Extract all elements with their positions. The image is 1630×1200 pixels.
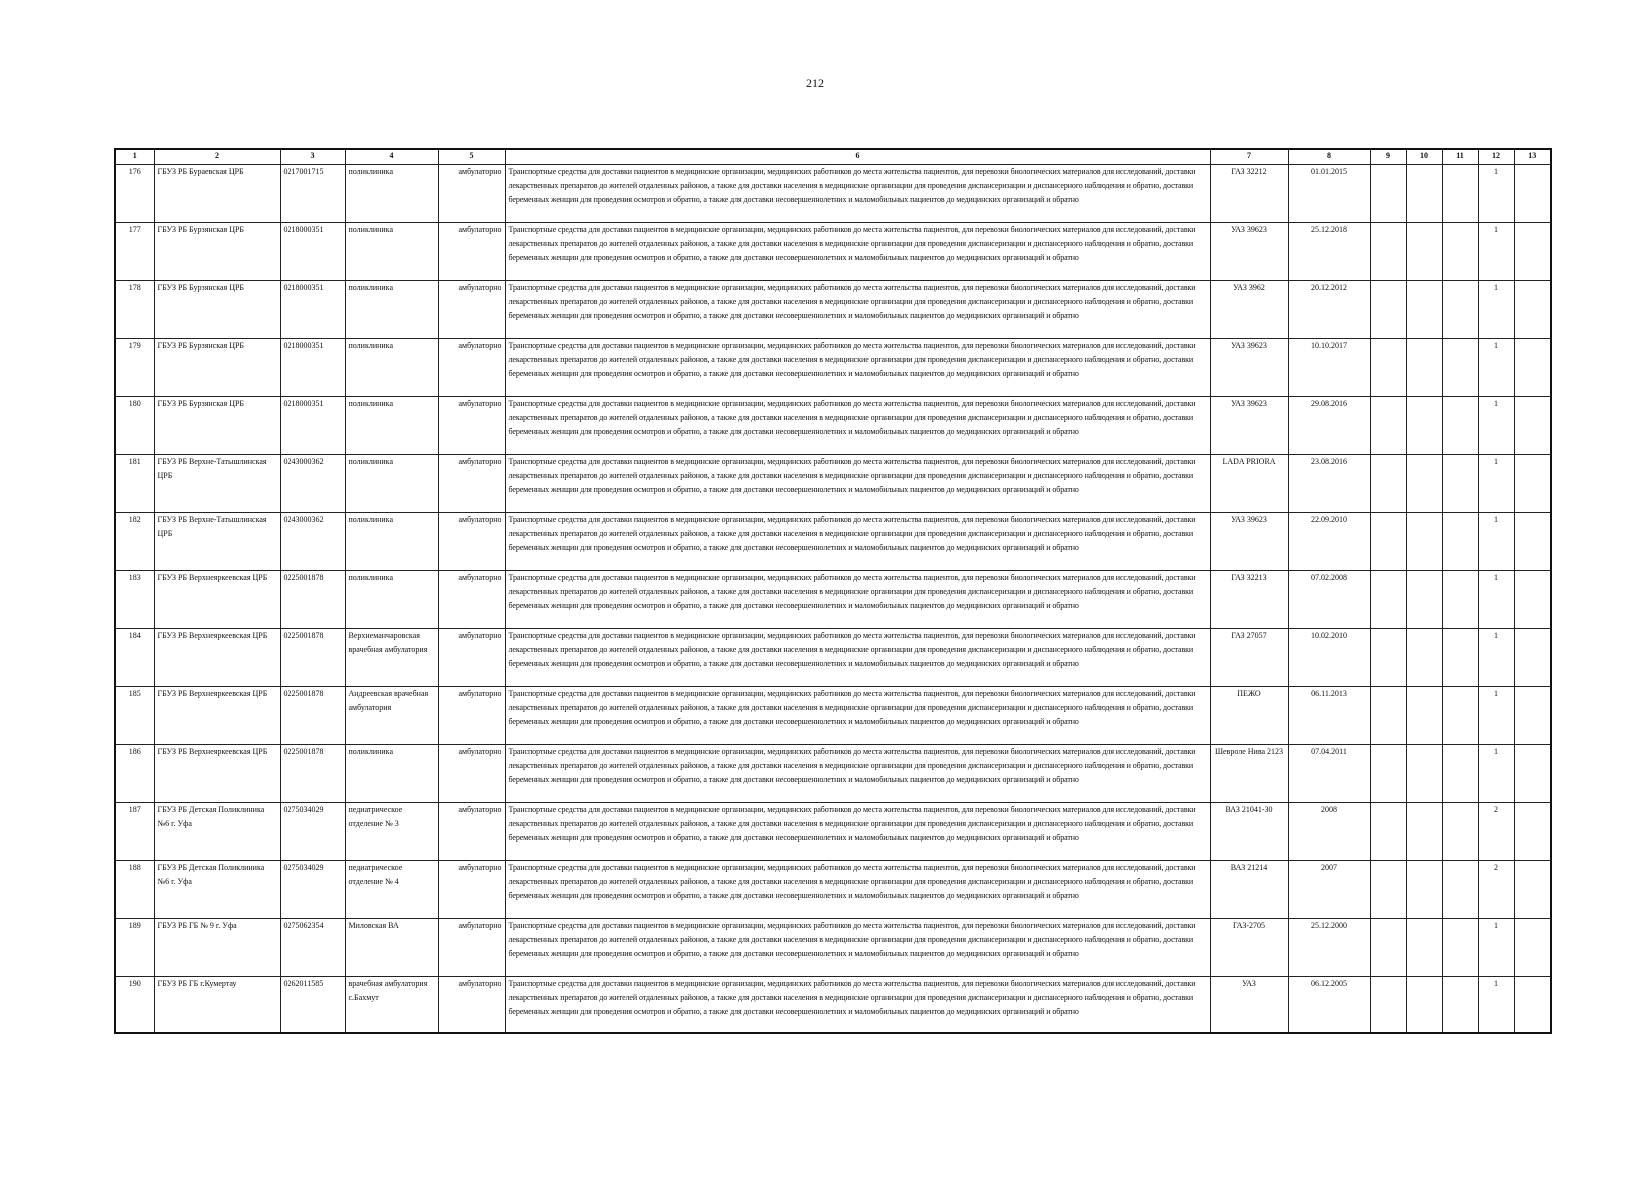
purpose-cell: Транспортные средства для доставки пациентов в медицинские организации, медицинских работников до места жительства пациентов, для перевозки биологических материалов для исследований, доставки лекарственных препаратов до жителей отдаленных районов, а также для доставки населения в медицинские организации для проведения диспансеризации и диспансерного наблюдения и обратно, доставки беременных женщин для проведения осмотров и обратно, а также для доставки несовершеннолетних и маломобильных пациентов до медицинских организаций и обратно xyxy=(505,513,1210,571)
table-row xyxy=(115,629,1551,687)
table-row xyxy=(115,745,1551,803)
inn-cell: 0275034029 xyxy=(280,803,345,861)
col-11-cell xyxy=(1442,513,1478,571)
care-form-cell: амбулаторно xyxy=(438,861,505,919)
date-cell: 22.09.2010 xyxy=(1288,513,1370,571)
table-row xyxy=(115,397,1551,455)
inn-cell: 0243000362 xyxy=(280,455,345,513)
inn-cell: 0225001878 xyxy=(280,687,345,745)
unit-cell: Андреевская врачебная амбулатория xyxy=(345,687,438,745)
col-9-cell xyxy=(1370,919,1406,977)
col-11-cell xyxy=(1442,223,1478,281)
col-11-cell xyxy=(1442,687,1478,745)
row-number-cell: 184 xyxy=(115,629,154,687)
col-10-cell xyxy=(1406,861,1442,919)
inn-cell: 0218000351 xyxy=(280,281,345,339)
row-number-cell: 180 xyxy=(115,397,154,455)
organization-cell: ГБУЗ РБ Бурзянская ЦРБ xyxy=(154,339,280,397)
header-cell: 6 xyxy=(505,149,1210,165)
quantity-cell: 1 xyxy=(1478,687,1514,745)
vehicle-table xyxy=(114,148,1552,1034)
inn-cell: 0243000362 xyxy=(280,513,345,571)
date-cell: 10.02.2010 xyxy=(1288,629,1370,687)
col-13-cell xyxy=(1514,339,1551,397)
vehicle-model-cell: ВАЗ 21041-30 xyxy=(1210,803,1288,861)
purpose-cell: Транспортные средства для доставки пациентов в медицинские организации, медицинских работников до места жительства пациентов, для перевозки биологических материалов для исследований, доставки лекарственных препаратов до жителей отдаленных районов, а также для доставки населения в медицинские организации для проведения диспансеризации и диспансерного наблюдения и обратно, доставки беременных женщин для проведения осмотров и обратно, а также для доставки несовершеннолетних и маломобильных пациентов до медицинских организаций и обратно xyxy=(505,455,1210,513)
col-10-cell xyxy=(1406,455,1442,513)
vehicle-model-cell: ГАЗ 27057 xyxy=(1210,629,1288,687)
quantity-cell: 1 xyxy=(1478,165,1514,223)
inn-cell: 0275062354 xyxy=(280,919,345,977)
row-number-cell: 183 xyxy=(115,571,154,629)
date-cell: 23.08.2016 xyxy=(1288,455,1370,513)
header-cell: 2 xyxy=(154,149,280,165)
col-13-cell xyxy=(1514,223,1551,281)
date-cell: 01.01.2015 xyxy=(1288,165,1370,223)
purpose-cell: Транспортные средства для доставки пациентов в медицинские организации, медицинских работников до места жительства пациентов, для перевозки биологических материалов для исследований, доставки лекарственных препаратов до жителей отдаленных районов, а также для доставки населения в медицинские организации для проведения диспансеризации и диспансерного наблюдения и обратно, доставки беременных женщин для проведения осмотров и обратно, а также для доставки несовершеннолетних и маломобильных пациентов до медицинских организаций и обратно xyxy=(505,919,1210,977)
vehicle-model-cell: ГАЗ 32213 xyxy=(1210,571,1288,629)
purpose-cell: Транспортные средства для доставки пациентов в медицинские организации, медицинских работников до места жительства пациентов, для перевозки биологических материалов для исследований, доставки лекарственных препаратов до жителей отдаленных районов, а также для доставки населения в медицинские организации для проведения диспансеризации и диспансерного наблюдения и обратно, доставки беременных женщин для проведения осмотров и обратно, а также для доставки несовершеннолетних и маломобильных пациентов до медицинских организаций и обратно xyxy=(505,571,1210,629)
col-9-cell xyxy=(1370,455,1406,513)
row-number-cell: 177 xyxy=(115,223,154,281)
col-9-cell xyxy=(1370,571,1406,629)
header-cell: 8 xyxy=(1288,149,1370,165)
col-10-cell xyxy=(1406,513,1442,571)
col-9-cell xyxy=(1370,165,1406,223)
col-11-cell xyxy=(1442,803,1478,861)
unit-cell: педиатрическое отделение № 3 xyxy=(345,803,438,861)
inn-cell: 0225001878 xyxy=(280,571,345,629)
purpose-cell: Транспортные средства для доставки пациентов в медицинские организации, медицинских работников до места жительства пациентов, для перевозки биологических материалов для исследований, доставки лекарственных препаратов до жителей отдаленных районов, а также для доставки населения в медицинские организации для проведения диспансеризации и диспансерного наблюдения и обратно, доставки беременных женщин для проведения осмотров и обратно, а также для доставки несовершеннолетних и маломобильных пациентов до медицинских организаций и обратно xyxy=(505,687,1210,745)
care-form-cell: амбулаторно xyxy=(438,513,505,571)
care-form-cell: амбулаторно xyxy=(438,919,505,977)
vehicle-model-cell: УАЗ 39623 xyxy=(1210,339,1288,397)
unit-cell: Миловская ВА xyxy=(345,919,438,977)
organization-cell: ГБУЗ РБ Бурзянская ЦРБ xyxy=(154,397,280,455)
table-row xyxy=(115,919,1551,977)
unit-cell: поликлиника xyxy=(345,513,438,571)
purpose-cell: Транспортные средства для доставки пациентов в медицинские организации, медицинских работников до места жительства пациентов, для перевозки биологических материалов для исследований, доставки лекарственных препаратов до жителей отдаленных районов, а также для доставки населения в медицинские организации для проведения диспансеризации и диспансерного наблюдения и обратно, доставки беременных женщин для проведения осмотров и обратно, а также для доставки несовершеннолетних и маломобильных пациентов до медицинских организаций и обратно xyxy=(505,861,1210,919)
col-13-cell xyxy=(1514,571,1551,629)
unit-cell: поликлиника xyxy=(345,165,438,223)
col-10-cell xyxy=(1406,165,1442,223)
purpose-cell: Транспортные средства для доставки пациентов в медицинские организации, медицинских работников до места жительства пациентов, для перевозки биологических материалов для исследований, доставки лекарственных препаратов до жителей отдаленных районов, а также для доставки населения в медицинские организации для проведения диспансеризации и диспансерного наблюдения и обратно, доставки беременных женщин для проведения осмотров и обратно, а также для доставки несовершеннолетних и маломобильных пациентов до медицинских организаций и обратно xyxy=(505,803,1210,861)
purpose-cell: Транспортные средства для доставки пациентов в медицинские организации, медицинских работников до места жительства пациентов, для перевозки биологических материалов для исследований, доставки лекарственных препаратов до жителей отдаленных районов, а также для доставки населения в медицинские организации для проведения диспансеризации и диспансерного наблюдения и обратно, доставки беременных женщин для проведения осмотров и обратно, а также для доставки несовершеннолетних и маломобильных пациентов до медицинских организаций и обратно xyxy=(505,629,1210,687)
table-row xyxy=(115,687,1551,745)
quantity-cell: 1 xyxy=(1478,281,1514,339)
care-form-cell: амбулаторно xyxy=(438,165,505,223)
col-13-cell xyxy=(1514,281,1551,339)
inn-cell: 0218000351 xyxy=(280,339,345,397)
unit-cell: поликлиника xyxy=(345,571,438,629)
table-row xyxy=(115,977,1551,1033)
header-cell: 1 xyxy=(115,149,154,165)
date-cell: 25.12.2000 xyxy=(1288,919,1370,977)
row-number-cell: 189 xyxy=(115,919,154,977)
col-10-cell xyxy=(1406,745,1442,803)
col-9-cell xyxy=(1370,803,1406,861)
row-number-cell: 181 xyxy=(115,455,154,513)
care-form-cell: амбулаторно xyxy=(438,397,505,455)
vehicle-model-cell: Шевроле Нива 2123 xyxy=(1210,745,1288,803)
date-cell: 06.11.2013 xyxy=(1288,687,1370,745)
organization-cell: ГБУЗ РБ Верхне-Татышлинская ЦРБ xyxy=(154,513,280,571)
care-form-cell: амбулаторно xyxy=(438,629,505,687)
row-number-cell: 187 xyxy=(115,803,154,861)
col-13-cell xyxy=(1514,977,1551,1033)
inn-cell: 0275034029 xyxy=(280,861,345,919)
header-row xyxy=(115,149,1551,165)
vehicle-model-cell: LADA PRIORA xyxy=(1210,455,1288,513)
care-form-cell: амбулаторно xyxy=(438,339,505,397)
vehicle-model-cell: УАЗ 39623 xyxy=(1210,223,1288,281)
purpose-cell: Транспортные средства для доставки пациентов в медицинские организации, медицинских работников до места жительства пациентов, для перевозки биологических материалов для исследований, доставки лекарственных препаратов до жителей отдаленных районов, а также для доставки населения в медицинские организации для проведения диспансеризации и диспансерного наблюдения и обратно, доставки беременных женщин для проведения осмотров и обратно, а также для доставки несовершеннолетних и маломобильных пациентов до медицинских организаций и обратно xyxy=(505,745,1210,803)
row-number-cell: 186 xyxy=(115,745,154,803)
purpose-cell: Транспортные средства для доставки пациентов в медицинские организации, медицинских работников до места жительства пациентов, для перевозки биологических материалов для исследований, доставки лекарственных препаратов до жителей отдаленных районов, а также для доставки населения в медицинские организации для проведения диспансеризации и диспансерного наблюдения и обратно, доставки беременных женщин для проведения осмотров и обратно, а также для доставки несовершеннолетних и маломобильных пациентов до медицинских организаций и обратно xyxy=(505,281,1210,339)
col-11-cell xyxy=(1442,281,1478,339)
col-9-cell xyxy=(1370,977,1406,1033)
table-body xyxy=(115,165,1551,1033)
col-11-cell xyxy=(1442,977,1478,1033)
care-form-cell: амбулаторно xyxy=(438,223,505,281)
quantity-cell: 1 xyxy=(1478,455,1514,513)
table-row xyxy=(115,861,1551,919)
col-9-cell xyxy=(1370,687,1406,745)
col-9-cell xyxy=(1370,339,1406,397)
vehicle-model-cell: ВАЗ 21214 xyxy=(1210,861,1288,919)
table-row xyxy=(115,223,1551,281)
table-row xyxy=(115,165,1551,223)
header-cell: 3 xyxy=(280,149,345,165)
row-number-cell: 178 xyxy=(115,281,154,339)
organization-cell: ГБУЗ РБ Бурзянская ЦРБ xyxy=(154,223,280,281)
col-11-cell xyxy=(1442,629,1478,687)
header-cell: 12 xyxy=(1478,149,1514,165)
quantity-cell: 1 xyxy=(1478,339,1514,397)
col-10-cell xyxy=(1406,339,1442,397)
quantity-cell: 1 xyxy=(1478,745,1514,803)
col-11-cell xyxy=(1442,339,1478,397)
col-11-cell xyxy=(1442,745,1478,803)
unit-cell: педиатрическое отделение № 4 xyxy=(345,861,438,919)
unit-cell: поликлиника xyxy=(345,745,438,803)
purpose-cell: Транспортные средства для доставки пациентов в медицинские организации, медицинских работников до места жительства пациентов, для перевозки биологических материалов для исследований, доставки лекарственных препаратов до жителей отдаленных районов, а также для доставки населения в медицинские организации для проведения диспансеризации и диспансерного наблюдения и обратно, доставки беременных женщин для проведения осмотров и обратно, а также для доставки несовершеннолетних и маломобильных пациентов до медицинских организаций и обратно xyxy=(505,397,1210,455)
organization-cell: ГБУЗ РБ ГБ г.Кумертау xyxy=(154,977,280,1033)
quantity-cell: 1 xyxy=(1478,977,1514,1033)
col-10-cell xyxy=(1406,629,1442,687)
col-13-cell xyxy=(1514,687,1551,745)
col-11-cell xyxy=(1442,455,1478,513)
row-number-cell: 182 xyxy=(115,513,154,571)
unit-cell: Верхнеманчаровская врачебная амбулатория xyxy=(345,629,438,687)
care-form-cell: амбулаторно xyxy=(438,803,505,861)
col-13-cell xyxy=(1514,861,1551,919)
organization-cell: ГБУЗ РБ Верхнеяркеевская ЦРБ xyxy=(154,571,280,629)
row-number-cell: 190 xyxy=(115,977,154,1033)
organization-cell: ГБУЗ РБ Верхнеяркеевская ЦРБ xyxy=(154,687,280,745)
col-11-cell xyxy=(1442,571,1478,629)
date-cell: 07.04.2011 xyxy=(1288,745,1370,803)
col-9-cell xyxy=(1370,513,1406,571)
col-13-cell xyxy=(1514,165,1551,223)
row-number-cell: 179 xyxy=(115,339,154,397)
care-form-cell: амбулаторно xyxy=(438,281,505,339)
col-13-cell xyxy=(1514,455,1551,513)
organization-cell: ГБУЗ РБ Детская Поликлиника №6 г. Уфа xyxy=(154,803,280,861)
inn-cell: 0217001715 xyxy=(280,165,345,223)
col-11-cell xyxy=(1442,919,1478,977)
col-13-cell xyxy=(1514,803,1551,861)
date-cell: 10.10.2017 xyxy=(1288,339,1370,397)
col-10-cell xyxy=(1406,919,1442,977)
table-header xyxy=(115,149,1551,165)
col-10-cell xyxy=(1406,571,1442,629)
purpose-cell: Транспортные средства для доставки пациентов в медицинские организации, медицинских работников до места жительства пациентов, для перевозки биологических материалов для исследований, доставки лекарственных препаратов до жителей отдаленных районов, а также для доставки населения в медицинские организации для проведения диспансеризации и диспансерного наблюдения и обратно, доставки беременных женщин для проведения осмотров и обратно, а также для доставки несовершеннолетних и маломобильных пациентов до медицинских организаций и обратно xyxy=(505,977,1210,1033)
purpose-cell: Транспортные средства для доставки пациентов в медицинские организации, медицинских работников до места жительства пациентов, для перевозки биологических материалов для исследований, доставки лекарственных препаратов до жителей отдаленных районов, а также для доставки населения в медицинские организации для проведения диспансеризации и диспансерного наблюдения и обратно, доставки беременных женщин для проведения осмотров и обратно, а также для доставки несовершеннолетних и маломобильных пациентов до медицинских организаций и обратно xyxy=(505,223,1210,281)
date-cell: 2007 xyxy=(1288,861,1370,919)
col-13-cell xyxy=(1514,919,1551,977)
organization-cell: ГБУЗ РБ Детская Поликлиника №6 г. Уфа xyxy=(154,861,280,919)
unit-cell: поликлиника xyxy=(345,455,438,513)
col-11-cell xyxy=(1442,861,1478,919)
quantity-cell: 1 xyxy=(1478,629,1514,687)
date-cell: 25.12.2018 xyxy=(1288,223,1370,281)
vehicle-model-cell: УАЗ 3962 xyxy=(1210,281,1288,339)
col-13-cell xyxy=(1514,397,1551,455)
quantity-cell: 1 xyxy=(1478,919,1514,977)
table-row xyxy=(115,339,1551,397)
vehicle-model-cell: ГАЗ 32212 xyxy=(1210,165,1288,223)
organization-cell: ГБУЗ РБ Верхне-Татышлинская ЦРБ xyxy=(154,455,280,513)
unit-cell: поликлиника xyxy=(345,339,438,397)
row-number-cell: 176 xyxy=(115,165,154,223)
care-form-cell: амбулаторно xyxy=(438,455,505,513)
col-13-cell xyxy=(1514,629,1551,687)
col-9-cell xyxy=(1370,397,1406,455)
vehicle-model-cell: ГАЗ-2705 xyxy=(1210,919,1288,977)
row-number-cell: 185 xyxy=(115,687,154,745)
quantity-cell: 1 xyxy=(1478,397,1514,455)
organization-cell: ГБУЗ РБ Верхнеяркеевская ЦРБ xyxy=(154,745,280,803)
header-cell: 13 xyxy=(1514,149,1551,165)
table-row xyxy=(115,455,1551,513)
col-11-cell xyxy=(1442,165,1478,223)
quantity-cell: 2 xyxy=(1478,803,1514,861)
inn-cell: 0218000351 xyxy=(280,223,345,281)
header-cell: 5 xyxy=(438,149,505,165)
page-number: 212 xyxy=(806,76,824,90)
purpose-cell: Транспортные средства для доставки пациентов в медицинские организации, медицинских работников до места жительства пациентов, для перевозки биологических материалов для исследований, доставки лекарственных препаратов до жителей отдаленных районов, а также для доставки населения в медицинские организации для проведения диспансеризации и диспансерного наблюдения и обратно, доставки беременных женщин для проведения осмотров и обратно, а также для доставки несовершеннолетних и маломобильных пациентов до медицинских организаций и обратно xyxy=(505,165,1210,223)
purpose-cell: Транспортные средства для доставки пациентов в медицинские организации, медицинских работников до места жительства пациентов, для перевозки биологических материалов для исследований, доставки лекарственных препаратов до жителей отдаленных районов, а также для доставки населения в медицинские организации для проведения диспансеризации и диспансерного наблюдения и обратно, доставки беременных женщин для проведения осмотров и обратно, а также для доставки несовершеннолетних и маломобильных пациентов до медицинских организаций и обратно xyxy=(505,339,1210,397)
table-row xyxy=(115,281,1551,339)
date-cell: 29.08.2016 xyxy=(1288,397,1370,455)
col-10-cell xyxy=(1406,397,1442,455)
unit-cell: врачебная амбулатория с.Бахмут xyxy=(345,977,438,1033)
col-9-cell xyxy=(1370,223,1406,281)
inn-cell: 0225001878 xyxy=(280,629,345,687)
inn-cell: 0262011585 xyxy=(280,977,345,1033)
col-10-cell xyxy=(1406,223,1442,281)
care-form-cell: амбулаторно xyxy=(438,687,505,745)
quantity-cell: 2 xyxy=(1478,861,1514,919)
date-cell: 06.12.2005 xyxy=(1288,977,1370,1033)
table-row xyxy=(115,803,1551,861)
table-row xyxy=(115,513,1551,571)
vehicle-model-cell: УАЗ 39623 xyxy=(1210,513,1288,571)
col-9-cell xyxy=(1370,745,1406,803)
col-9-cell xyxy=(1370,861,1406,919)
care-form-cell: амбулаторно xyxy=(438,745,505,803)
organization-cell: ГБУЗ РБ Бурзянская ЦРБ xyxy=(154,281,280,339)
unit-cell: поликлиника xyxy=(345,281,438,339)
organization-cell: ГБУЗ РБ ГБ № 9 г. Уфа xyxy=(154,919,280,977)
unit-cell: поликлиника xyxy=(345,397,438,455)
date-cell: 2008 xyxy=(1288,803,1370,861)
col-13-cell xyxy=(1514,745,1551,803)
vehicle-model-cell: УАЗ 39623 xyxy=(1210,397,1288,455)
header-cell: 10 xyxy=(1406,149,1442,165)
organization-cell: ГБУЗ РБ Бураевская ЦРБ xyxy=(154,165,280,223)
date-cell: 07.02.2008 xyxy=(1288,571,1370,629)
col-9-cell xyxy=(1370,629,1406,687)
header-cell: 11 xyxy=(1442,149,1478,165)
unit-cell: поликлиника xyxy=(345,223,438,281)
header-cell: 7 xyxy=(1210,149,1288,165)
header-cell: 9 xyxy=(1370,149,1406,165)
vehicle-model-cell: ПЕЖО xyxy=(1210,687,1288,745)
col-10-cell xyxy=(1406,687,1442,745)
organization-cell: ГБУЗ РБ Верхнеяркеевская ЦРБ xyxy=(154,629,280,687)
col-10-cell xyxy=(1406,803,1442,861)
table-row xyxy=(115,571,1551,629)
col-11-cell xyxy=(1442,397,1478,455)
inn-cell: 0225001878 xyxy=(280,745,345,803)
date-cell: 20.12.2012 xyxy=(1288,281,1370,339)
quantity-cell: 1 xyxy=(1478,223,1514,281)
row-number-cell: 188 xyxy=(115,861,154,919)
col-10-cell xyxy=(1406,977,1442,1033)
care-form-cell: амбулаторно xyxy=(438,571,505,629)
quantity-cell: 1 xyxy=(1478,513,1514,571)
vehicle-model-cell: УАЗ xyxy=(1210,977,1288,1033)
quantity-cell: 1 xyxy=(1478,571,1514,629)
header-cell: 4 xyxy=(345,149,438,165)
col-9-cell xyxy=(1370,281,1406,339)
care-form-cell: амбулаторно xyxy=(438,977,505,1033)
inn-cell: 0218000351 xyxy=(280,397,345,455)
col-13-cell xyxy=(1514,513,1551,571)
col-10-cell xyxy=(1406,281,1442,339)
